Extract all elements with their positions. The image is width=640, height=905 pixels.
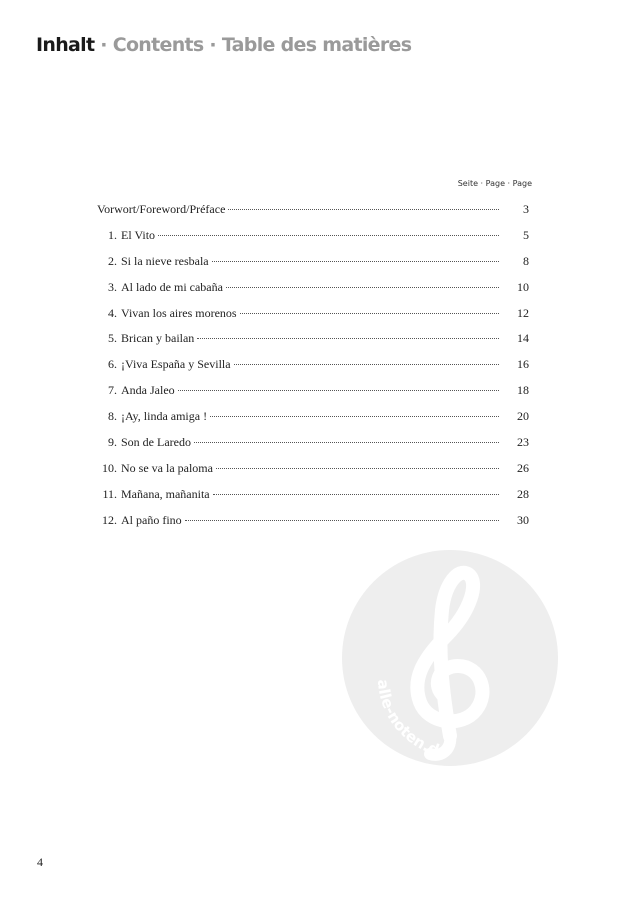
toc-entry-page: 26: [517, 460, 529, 475]
heading-primary: Inhalt: [36, 34, 95, 56]
dot-leader: [185, 520, 499, 521]
toc-entry: [97, 406, 529, 432]
toc-entry-number: 1.: [108, 227, 117, 242]
toc-entry: [97, 484, 529, 510]
toc-entry-number: 2.: [108, 253, 117, 268]
toc-entry-title: Vorwort/Foreword/Préface: [97, 202, 226, 216]
toc-entry-title: Anda Jaleo: [121, 383, 175, 398]
toc-entry-title: ¡Ay, linda amiga !: [121, 409, 208, 424]
toc-entry: [97, 225, 529, 251]
toc-entry-title: Brican y bailan: [121, 331, 195, 346]
toc-entry-title: Mañana, mañanita: [121, 486, 210, 501]
toc-entry-number: 8.: [108, 409, 117, 424]
heading-english: Contents: [112, 34, 204, 56]
toc-entry-number: 12.: [102, 512, 117, 527]
toc-entry-title: ¡Viva España y Sevilla: [121, 357, 231, 372]
dot-leader: [216, 468, 499, 469]
toc-entry-title: Son de Laredo: [121, 435, 191, 450]
page-number: 4: [37, 855, 43, 869]
dot-leader: [158, 235, 499, 236]
toc-entry: [97, 432, 529, 458]
dot-leader: [234, 364, 499, 365]
toc-entry-page: 30: [517, 512, 529, 527]
watermark: [342, 550, 558, 766]
toc-entry-number: 4.: [108, 305, 117, 320]
heading-separator: ·: [94, 34, 113, 56]
toc-entry-title: Vivan los aires morenos: [121, 305, 237, 320]
heading-separator: ·: [203, 34, 222, 56]
page-column-header: Seite · Page · Page: [457, 179, 532, 188]
toc-entry: [97, 354, 529, 380]
toc-entry: [97, 251, 529, 277]
toc-entry-number: 6.: [108, 357, 117, 372]
dot-leader: [197, 338, 499, 339]
toc-entry-page: 8: [523, 253, 529, 268]
dot-leader: [178, 390, 499, 391]
toc-entry-title: El Vito: [121, 227, 156, 242]
watermark-text: alle-noten.de: [373, 678, 450, 762]
dot-leader: [240, 313, 499, 314]
toc-entry-number: 7.: [108, 383, 117, 398]
toc-entry: [97, 199, 529, 225]
toc-entry: [97, 303, 529, 329]
toc-entry-title: No se va la paloma: [121, 460, 213, 475]
toc-entry-title: Al lado de mi cabaña: [121, 279, 223, 294]
dot-leader: [226, 287, 499, 288]
toc-entry-number: 11.: [102, 486, 117, 501]
toc-entry-number: 3.: [108, 279, 117, 294]
dot-leader: [194, 442, 499, 443]
toc-entry: [97, 458, 529, 484]
toc-entry: [97, 380, 529, 406]
toc-entry-page: 16: [517, 357, 529, 372]
dot-leader: [228, 209, 499, 210]
toc-entry-page: 20: [517, 409, 529, 424]
toc-entry: [97, 277, 529, 303]
toc-entry-number: 5.: [108, 331, 117, 346]
toc-entry-page: 28: [517, 486, 529, 501]
dot-leader: [210, 416, 499, 417]
table-of-contents: [97, 199, 529, 536]
toc-entry-page: 23: [517, 435, 529, 450]
toc-entry-page: 12: [517, 305, 529, 320]
toc-entry: [97, 328, 529, 354]
toc-entry-page: 3: [523, 202, 529, 216]
dot-leader: [213, 494, 499, 495]
heading-french: Table des matières: [221, 34, 412, 56]
toc-entry-number: 10.: [102, 460, 117, 475]
toc-entry-page: 5: [523, 227, 529, 242]
page-heading: [36, 30, 411, 60]
toc-entry-page: 10: [517, 279, 529, 294]
toc-entry: [97, 510, 529, 536]
toc-entry-page: 18: [517, 383, 529, 398]
toc-entry-title: Al paño fino: [121, 512, 182, 527]
toc-entry-title: Si la nieve resbala: [121, 253, 209, 268]
toc-entry-number: 9.: [108, 435, 117, 450]
dot-leader: [212, 261, 499, 262]
toc-entry-page: 14: [517, 331, 529, 346]
